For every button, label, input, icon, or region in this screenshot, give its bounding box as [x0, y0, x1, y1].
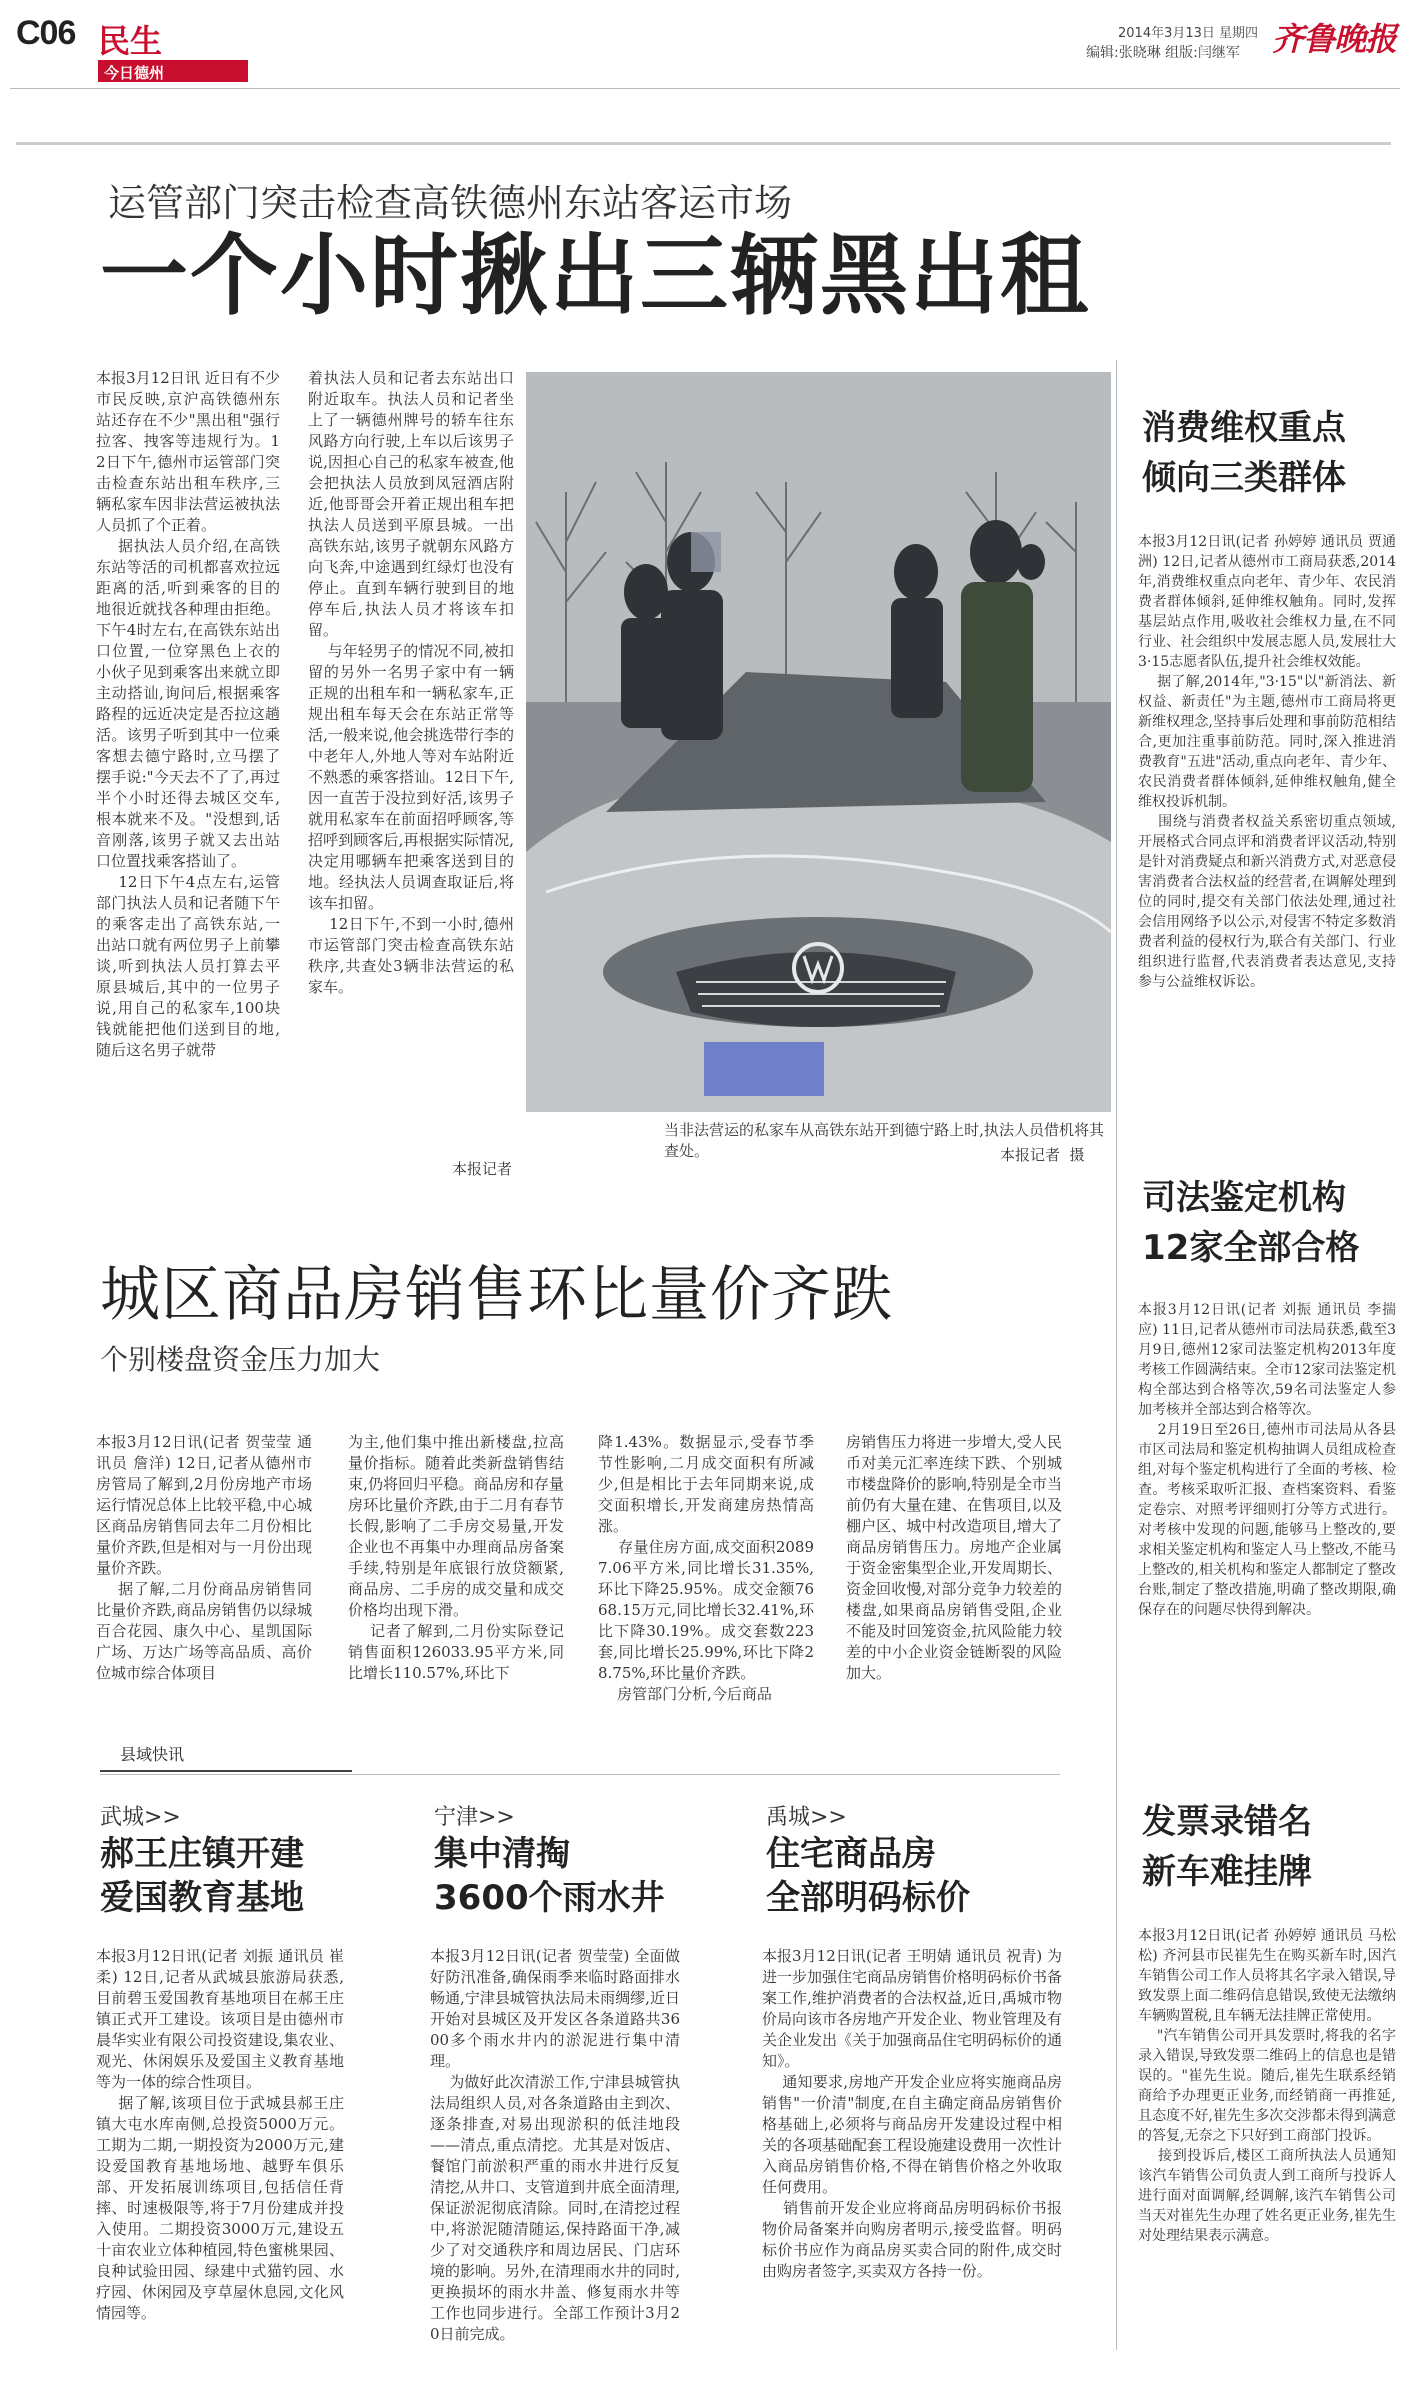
- photo-credit: 本报记者 摄: [1000, 1146, 1085, 1164]
- brief-body-ningjin: 本报3月12日讯(记者 贺莹莹) 全面做好防汛准备,确保雨季来临时路面排水畅通,宁津县城管执法局未雨绸缪,近日开始对县城区及开发区各条道路共3600多个雨水井内的淤泥进行集中清理。 为做好此次清淤工作,宁津县城管执法局组织人员,对各条道路由主到次、逐条排查,对易出现淤积的低洼地段——清点,重点清挖。尤其是对饭店、餐馆门前淤积严重的雨水井进行反复清挖,从井口、支管道到井底全面清理,保证淤泥彻底清除。同时,在清挖过程中,将淤泥随清随运,保持路面干净,减少了对交通秩序和周边居民、门店环境的影响。另外,在清理雨水井的同时,更换损坏的雨水井盖、修复雨水井等工作也同步进行。全部工作预计3月20日前完成。: [430, 1947, 680, 2343]
- sidebar-title-judicial-1: 司法鉴定机构: [1142, 1178, 1346, 1218]
- lead-headline: 一个小时揪出三辆黑出租: [100, 224, 1091, 327]
- lead-column-1: 本报3月12日讯 近日有不少市民反映,京沪高铁德州东站还存在不少"黑出租"强行拉客、拽客等违规行为。12日下午,德州市运管部门突击检查东站出租车秩序,三辆私家车因非法营运被执法人员抓了个正着。 据执法人员介绍,在高铁东站等活的司机都喜欢拉远距离的活,听到乘客的目的地很近就找各种理由拒绝。下午4时左右,在高铁东站出口位置,一位穿黑色上衣的小伙子见到乘客出来就立即主动搭讪,询问后,根据乘客路程的远近决定是否拉这趟活。该男子听到其中一位乘客想去德宁路时,立马摆了摆手说:"今天去不了了,再过半个小时还得去城区交车,根本就来不及。"没想到,话音刚落,该男子就又去出站口位置找乘客搭讪了。 12日下午4点左右,运管部门执法人员和记者随下午的乘客走出了高铁东站,一出站口就有两位男子上前攀谈,听到执法人员打算去平原县城后,其中的一位男子说,用自己的私家车,100块钱就能把他们送到目的地,随后这名男子就带: [96, 369, 280, 1059]
- brief-title-wucheng-1: 郝王庄镇开建: [100, 1834, 304, 1874]
- brief-body-wucheng: 本报3月12日讯(记者 刘振 通讯员 崔柔) 12日,记者从武城县旅游局获悉,目前碧玉爱国教育基地项目在郝王庄镇正式开工建设。该项目是由德州市晨华实业有限公司投资建设,集农业、观光、休闲娱乐及爱国主义教育基地等为一体的综合性项目。 据了解,该项目位于武城县郝王庄镇大屯水库南侧,总投资5000万元。工期为二期,一期投资为2000万元,建设爱国教育基地场地、越野车俱乐部、开发拓展训练项目,包括信任背摔、时速极限等,将于7月份建成并投入使用。二期投资3000万元,建设五十亩农业立体种植园,特色蜜桃果园、良种试验田园、绿建中式猫钓园、水疗园、休闲园及亨草屋休息园,文化风情园等。: [96, 1947, 344, 2322]
- masthead-divider: [10, 88, 1400, 89]
- housing-subhead: 个别楼盘资金压力加大: [100, 1343, 381, 1376]
- brief-title-yucheng-2: 全部明码标价: [766, 1878, 970, 1918]
- brief-place-ningjin: 宁津>>: [434, 1805, 515, 1830]
- photo-caption: 当非法营运的私家车从高铁东站开到德宁路上时,执法人员借机将其查处。: [664, 1121, 1104, 1160]
- brief-title-ningjin-1: 集中清掏: [434, 1834, 570, 1874]
- brief-place-yucheng: 禹城>>: [766, 1805, 847, 1830]
- sidebar-body-invoice: 本报3月12日讯(记者 孙婷婷 通讯员 马松松) 齐河县市民崔先生在购买新车时,因汽车销售公司工作人员将其名字录入错误,导致发票上面二维码信息错误,致使无法缴纳车辆购置税,且车辆无法挂牌正常使用。 "汽车销售公司开具发票时,将我的名字录入错误,导致发票二维码上的信息也是错误的。"崔先生说。随后,崔先生联系经销商给予办理更正业务,而经销商一再推延,且态度不好,崔先生多次交涉都未得到满意的答复,无奈之下只好到工商部门投诉。 接到投诉后,楼区工商所执法人员通知该汽车销售公司负责人到工商所与投诉人进行面对面调解,经调解,该汽车销售公司当天对崔先生办理了姓名更正业务,崔先生对处理结果表示满意。: [1138, 1928, 1396, 2244]
- housing-column-2: 为主,他们集中推出新楼盘,拉高量价指标。随着此类新盘销售结束,仍将回归平稳。商品房和存量房环比量价齐跌,由于二月有春节长假,影响了二手房交易量,开发企业也不再集中办理商品房备案手续,特别是年底银行放贷额紧,商品房、二手房的成交量和成交价格均出现下滑。 记者了解到,二月份实际登记销售面积126033.95平方米,同比增长110.57%,环比下: [348, 1433, 564, 1682]
- masthead: [0, 0, 1409, 80]
- page-number: C06: [16, 14, 76, 52]
- brief-place-wucheng: 武城>>: [100, 1805, 181, 1830]
- county-tag-box: [100, 1740, 352, 1772]
- housing-column-4: 房销售压力将进一步增大,受人民币对美元汇率连续下跌、个别城市楼盘降价的影响,特别是全市当前仍有大量在建、在售项目,以及棚户区、城中村改造项目,增大了商品房销售压力。房地产企业属于资金密集型企业,开发周期长、资金回收慢,对部分竞争力较差的楼盘,如果商品房销售受阻,企业不能及时回笼资金,抗风险能力较差的中小企业资金链断裂的风险加大。: [846, 1433, 1062, 1682]
- sidebar-title-consumer-1: 消费维权重点: [1142, 408, 1346, 448]
- sidebar-body-judicial: 本报3月12日讯(记者 刘振 通讯员 李揣应) 11日,记者从德州市司法局获悉,截至3月9日,德州12家司法鉴定机构2013年度考核工作圆满结束。全市12家司法鉴定机构全部达到合格等次,59名司法鉴定人参加考核并全部达到合格等次。 2月19日至26日,德州市司法局从各县市区司法局和鉴定机构抽调人员组成检查组,对每个鉴定机构进行了全面的考核、检查。考核采取听汇报、查档案资料、看鉴定卷宗、对照考评细则打分等方式进行。对考核中发现的问题,能够马上整改的,要求相关鉴定机构和鉴定人马上整改,不能马上整改的,相关机构和鉴定人都制定了整改台账,制定了整改措施,明确了整改期限,确保存在的问题尽快得到解决。: [1138, 1302, 1396, 1618]
- brief-title-wucheng-2: 爱国教育基地: [100, 1878, 304, 1918]
- sidebar-divider: [1116, 360, 1117, 2350]
- car-photo-illustration: [526, 372, 1111, 1112]
- lead-top-rule: [16, 142, 1391, 145]
- lead-byline: 本报记者: [452, 1160, 513, 1178]
- lead-kicker: 运管部门突击检查高铁德州东站客运市场: [108, 181, 793, 225]
- brief-title-yucheng-1: 住宅商品房: [766, 1834, 936, 1874]
- section-label: 民生: [98, 22, 163, 60]
- subsection-label: 今日德州: [104, 64, 165, 82]
- brand-logo: 齐鲁晚报: [1272, 20, 1397, 58]
- lead-column-2: 着执法人员和记者去东站出口附近取车。执法人员和记者坐上了一辆德州牌号的轿车往东风路方向行驶,上车以后该男子说,因担心自己的私家车被查,他会把执法人员放到凤冠酒店附近,他哥哥会开着正规出租车把执法人员送到平原县城。一出高铁东站,该男子就朝东风路方向飞奔,中途遇到红绿灯也没有停止。直到车辆行驶到目的地停车后,执法人员才将该车扣留。 与年轻男子的情况不同,被扣留的另外一名男子家中有一辆正规的出租车和一辆私家车,正规出租车每天会在东站正常等活,一般来说,他会挑选带行李的中老年人,外地人等对车站附近不熟悉的乘客搭讪。12日下午,因一直苦于没拉到好活,该男子就用私家车在前面招呼顾客,等招呼到顾客后,再根据实际情况,决定用哪辆车把乘客送到目的地。经执法人员调查取证后,将该车扣留。 12日下午,不到一小时,德州市运管部门突击检查高铁东站秩序,共查处3辆非法营运的私家车。: [308, 369, 514, 996]
- sidebar-title-invoice-1: 发票录错名: [1142, 1802, 1312, 1842]
- brief-body-yucheng: 本报3月12日讯(记者 王明婧 通讯员 祝青) 为进一步加强住宅商品房销售价格明码标价书备案工作,维护消费者的合法权益,近日,禹城市物价局向该市各房地产开发企业、物业管理及有关企业发出《关于加强商品住宅明码标价的通知》。 通知要求,房地产开发企业应将实施商品房销售"一价清"制度,在自主确定商品房销售价格基础上,必须将与商品房开发建设过程中相关的各项基础配套工程设施建设费用一次性计入商品房销售价格,不得在销售价格之外收取任何费用。 销售前开发企业应将商品房明码标价书报物价局备案并向购房者明示,接受监督。明码标价书应作为商品房买卖合同的附件,成交时由购房者签字,买卖双方各持一份。: [762, 1947, 1062, 2280]
- editors-line: 编辑:张晓琳 组版:闫继军: [1086, 45, 1240, 61]
- sidebar-title-invoice-2: 新车难挂牌: [1142, 1852, 1312, 1892]
- county-tag-underline: [100, 1774, 1060, 1775]
- sidebar-body-consumer: 本报3月12日讯(记者 孙婷婷 通讯员 贾通洲) 12日,记者从德州市工商局获悉,2014年,消费维权重点向老年、青少年、农民消费者群体倾斜,延伸维权触角。同时,发挥基层站点作用,吸收社会维权力量,在不同行业、社会组织中发展志愿人员,发展壮大3·15志愿者队伍,提升社会维权效能。 据了解,2014年,"3·15"以"新消法、新权益、新责任"为主题,德州市工商局将更新维权理念,坚持事后处理和事前防范相结合,更加注重事前防范。同时,深入推进消费教育"五进"活动,重点向老年、青少年、农民消费者群体倾斜,延伸维权触角,健全维权投诉机制。 围绕与消费者权益关系密切重点领域,开展格式合同点评和消费者评议活动,特别是针对消费疑点和新兴消费方式,对恶意侵害消费者合法权益的经营者,在调解处理到位的同时,提交有关部门依法处理,通过社会信用网络予以公示,对侵害不特定多数消费者利益的侵权行为,联合有关部门、行业组织进行监督,代表消费者表达意见,支持参与公益维权诉讼。: [1138, 534, 1396, 990]
- brief-title-ningjin-2: 3600个雨水井: [434, 1878, 665, 1918]
- sidebar-title-consumer-2: 倾向三类群体: [1142, 458, 1346, 498]
- sidebar-title-judicial-2: 12家全部合格: [1142, 1228, 1360, 1268]
- housing-column-3: 降1.43%。数据显示,受春节季节性影响,二月成交面积有所减少,但是相比于去年同期来说,成交面积增长,开发商建房热情高涨。 存量住房方面,成交面积20897.06平方米,同比增长31.35%,环比下降25.95%。成交金额7668.15万元,同比增长32.41%,环比下降30.19%。成交套数223套,同比增长25.99%,环比下降28.75%,环比量价齐跌。 房管部门分析,今后商品: [598, 1433, 814, 1703]
- lead-photo: [526, 372, 1111, 1112]
- housing-headline: 城区商品房销售环比量价齐跌: [100, 1260, 893, 1330]
- issue-date: 2014年3月13日 星期四: [1118, 26, 1259, 41]
- housing-column-1: 本报3月12日讯(记者 贺莹莹 通讯员 詹洋) 12日,记者从德州市房管局了解到,2月份房地产市场运行情况总体上比较平稳,中心城区商品房销售同去年二月份相比量价齐跌,但是相对与一月份出现量价齐跌。 据了解,二月份商品房销售同比量价齐跌,商品房销售仍以绿城百合花园、康久中心、星凯国际广场、万达广场等高品质、高价位城市综合体项目: [96, 1433, 312, 1682]
- blurred-license-plate: [704, 1042, 824, 1096]
- county-tag: 县域快讯: [120, 1745, 185, 1764]
